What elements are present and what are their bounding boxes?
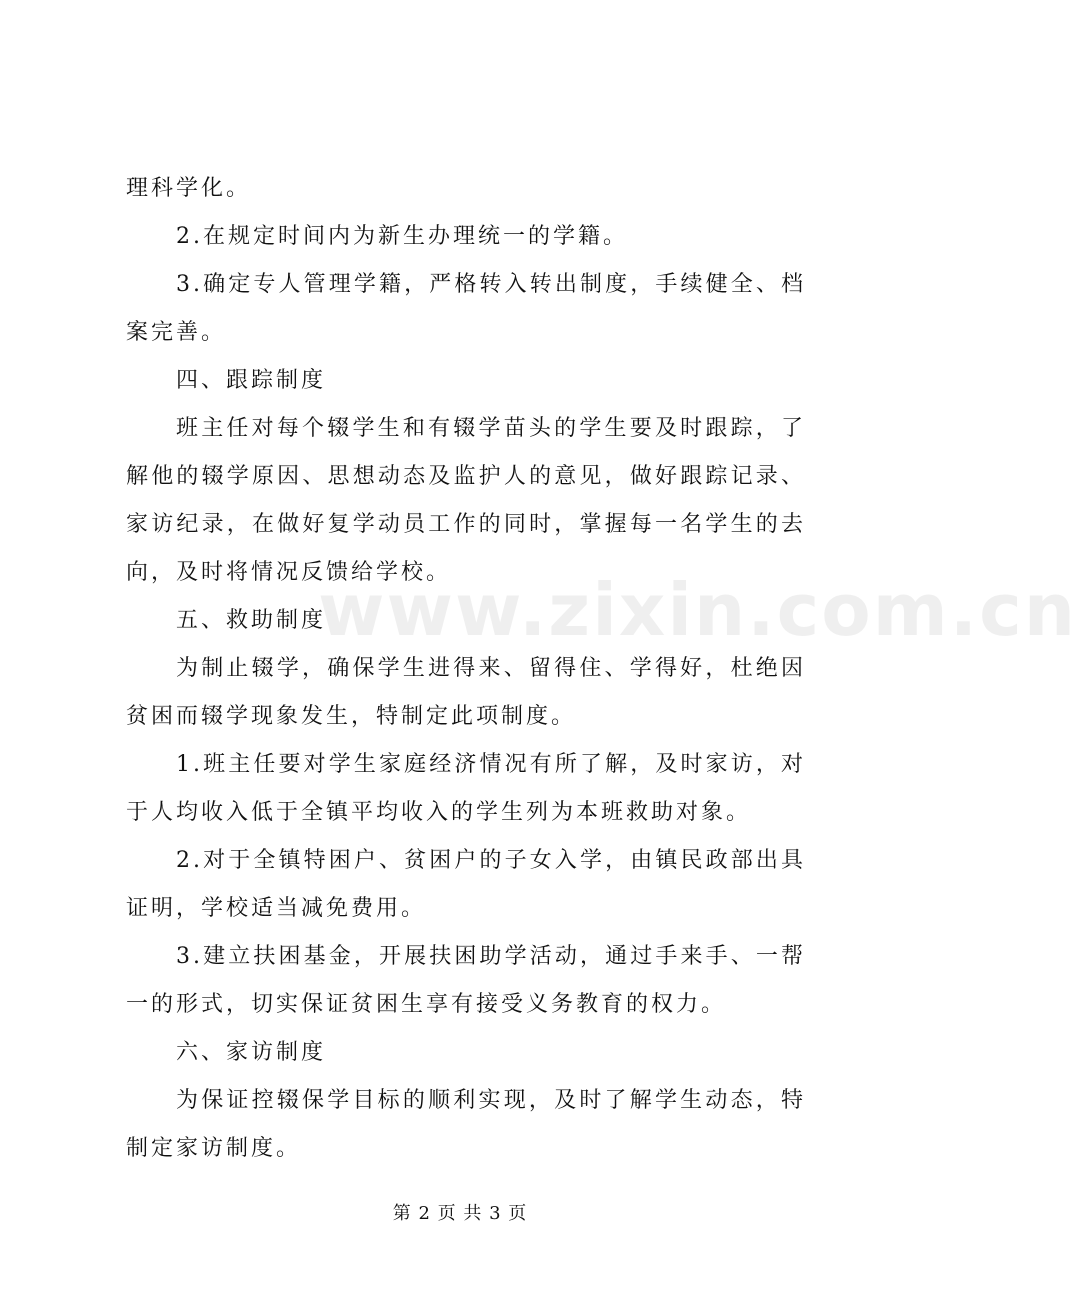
- paragraph: 3.建立扶困基金，开展扶困助学活动，通过手来手、一帮一的形式，切实保证贫困生享有接受义务教育的权力。: [126, 944, 806, 1017]
- paragraph: 为制止辍学，确保学生进得来、留得住、学得好，杜绝因贫困而辍学现象发生，特制定此项制度。: [126, 656, 806, 729]
- paragraph: 1.班主任要对学生家庭经济情况有所了解，及时家访，对于人均收入低于全镇平均收入的学生列为本班救助对象。: [126, 752, 806, 825]
- paragraph: 为保证控辍保学目标的顺利实现，及时了解学生动态，特制定家访制度。: [126, 1088, 806, 1161]
- section-heading: 六、家访制度: [176, 1040, 327, 1065]
- paragraph: 2.对于全镇特困户、贫困户的子女入学，由镇民政部出具证明，学校适当减免费用。: [126, 848, 806, 921]
- section-heading: 四、跟踪制度: [176, 368, 327, 393]
- paragraph: 3.确定专人管理学籍，严格转入转出制度，手续健全、档案完善。: [126, 272, 806, 345]
- page-footer: 第 2 页 共 3 页: [392, 1203, 528, 1224]
- paragraph: 理科学化。: [126, 176, 252, 201]
- paragraph: 班主任对每个辍学生和有辍学苗头的学生要及时跟踪，了解他的辍学原因、思想动态及监护人的意见，做好跟踪记录、家访纪录，在做好复学动员工作的同时，掌握每一名学生的去向，及时将情况反馈给学校。: [126, 416, 806, 585]
- watermark: www.zixin.com.cn: [318, 568, 1077, 652]
- paragraph: 2.在规定时间内为新生办理统一的学籍。: [176, 224, 628, 249]
- document-body: [126, 165, 806, 1173]
- section-heading: 五、救助制度: [176, 608, 327, 633]
